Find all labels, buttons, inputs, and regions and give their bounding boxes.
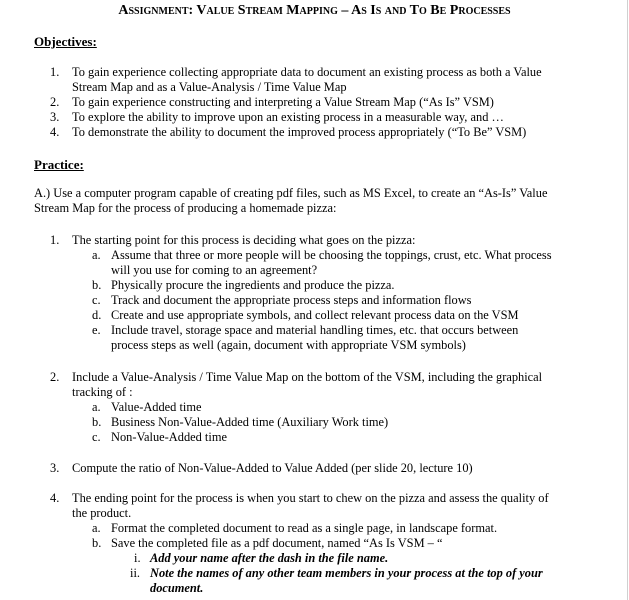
page-edge-divider: [627, 0, 628, 600]
assignment-title: Assignment: Value Stream Mapping – As Is and To Be Processes: [118, 3, 511, 18]
objectives-heading: Objectives:: [34, 34, 97, 49]
document-page: Assignment: Value Stream Mapping – As Is and To Be Processes Objectives: 1. To gain experience collecting appropriate data to document an existing process as both a Value Stream Map and as a Value-Analysis / Time Value Map 2. To gain experience constructing and interpreting a Value Stream Map (“As Is” VSM) 3. To explore the ability to improve upon an existing process in a measurable way, and … 4. To demonstrate the ability to document the improved process appropriately (“To Be” VSM) Practice: A.) Use a computer program capable of creating pdf files, such as MS Excel, to create an “As-Is” Value Stream Map for the process of producing a homemade pizza: 1. The starting point for this process is deciding what goes on the pizza: a. Assume that three or more people will be choosing the toppings, crust, etc. What process will you use for coming to an agreement? b. Physically procure the ingredients and produce the pizza. c. Track and document the appropriate process steps and information flows d. Create and use appropriate symbols, and collect relevant process data on the VSM e. Include travel, storage space and material handling times, etc. that occurs between process steps as well (again, document with appropriate VSM symbols) 2. Include a Value-Analysis / Time Value Map on the bottom of the VSM, including the graphical tracking of : a. Value-Added time b. Business Non-Value-Added time (Auxiliary Work time) c. Non-Value-Added time 3. Compute the ratio of Non-Value-Added to Value Added (per slide 20, lecture 10) 4. The ending point for the process is when you start to chew on the pizza and assess the quality of the product. a. Format the completed document to read as a single page, in landscape format. b. Save the completed file as a pdf document, named “As Is VSM – “ i. Add your name after the dash in the file name. ii. Note the names of any other team members in your process at the top of your document.: [0, 0, 629, 600]
practice-intro: A.) Use a computer program capable of creating pdf files, such as MS Excel, to create an “As-Is” Value Stream Map for the process of producing a homemade pizza:: [34, 186, 548, 215]
practice-heading: Practice:: [34, 157, 84, 172]
